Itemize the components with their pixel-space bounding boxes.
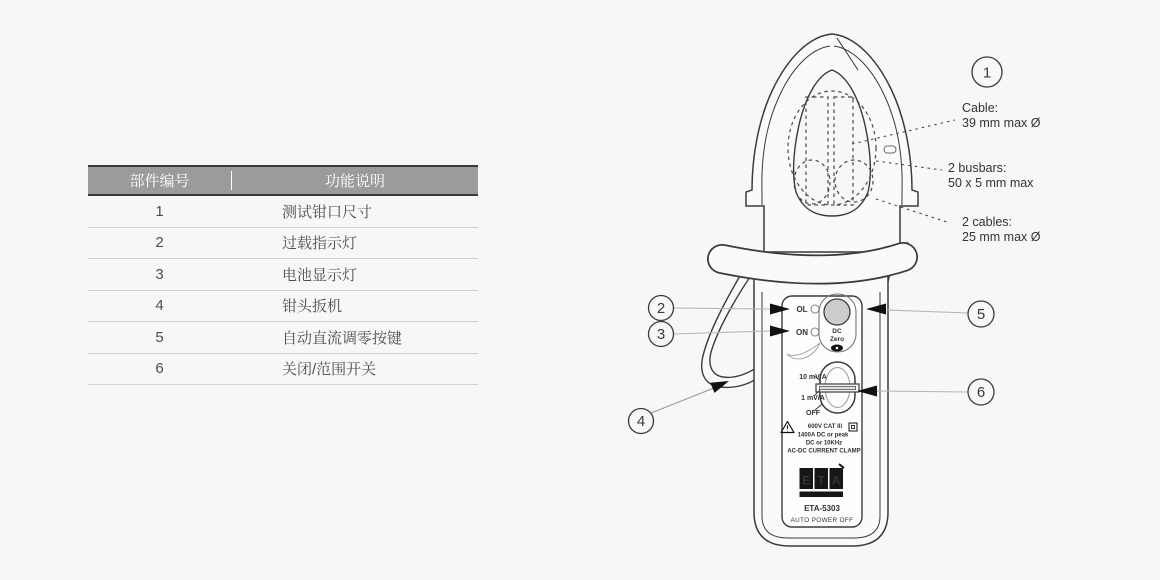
hand-guard (722, 257, 903, 270)
range-label-10mva: 10 mV/A (799, 374, 827, 381)
part-number-cell: 6 (155, 360, 164, 378)
callout-1-number: 1 (982, 64, 992, 82)
callout-5-line (886, 310, 968, 313)
part-description-cell: 钳头扳机 (282, 298, 343, 316)
push-symbol-dot (836, 347, 839, 350)
range-switch-slider-grip (820, 386, 856, 389)
cables-label-line1: 2 cables: (962, 215, 1013, 229)
logo-letter-e: E (802, 473, 811, 488)
part-description-cell: 关闭/范围开关 (282, 361, 377, 379)
part-number-cell: 4 (155, 297, 164, 315)
ol-label: OL (796, 305, 808, 314)
dc-zero-label-line2: Zero (829, 336, 845, 343)
cable-label-line2: 39 mm max Ø (962, 116, 1041, 130)
range-switch (816, 362, 859, 413)
rating-line2: 1400A DC or peak (797, 432, 849, 439)
hand-guard-fill (722, 257, 903, 270)
busbars-label-line1: 2 busbars: (948, 161, 1007, 175)
cables-label-line2: 25 mm max Ø (962, 230, 1041, 244)
auto-power-label: AUTO POWER OFF (790, 517, 854, 524)
part-description-cell: 过载指示灯 (282, 235, 358, 253)
clamp-head (746, 34, 918, 252)
brand-tagline-bar (800, 492, 844, 498)
callout-3-number: 3 (656, 326, 666, 343)
jaw-marker-pill (884, 146, 896, 153)
dc-zero-button (824, 299, 850, 325)
callout-4-line (651, 388, 714, 413)
part-number-cell: 2 (155, 234, 164, 252)
model-label: ETA-5303 (804, 504, 840, 513)
callout-4-number: 4 (636, 413, 646, 430)
logo-letter-a: A (831, 473, 841, 488)
cable-label-line1: Cable: (962, 101, 999, 115)
part-number-cell: 1 (155, 202, 164, 220)
part-number-cell: 5 (155, 328, 164, 346)
range-label-1mva: 1 mV/A (801, 395, 825, 402)
part-description-cell: 测试钳口尺寸 (282, 203, 373, 221)
brand-logo (800, 464, 845, 497)
rating-line1: 600V CAT III (807, 424, 843, 430)
callout-6-number: 6 (976, 384, 986, 401)
callout-5-number: 5 (976, 306, 986, 323)
busbars-label-line2: 50 x 5 mm max (948, 176, 1034, 190)
header-description: 功能说明 (324, 173, 385, 190)
callout-6-line (877, 391, 968, 392)
ol-led-icon (811, 305, 819, 313)
rating-line3: DC or 10KHz (805, 440, 843, 447)
header-part-number: 部件编号 (129, 173, 190, 190)
on-label: ON (796, 328, 808, 337)
part-description-cell: 自动直流调零按键 (282, 329, 403, 347)
range-label-off: OFF (806, 410, 820, 417)
dc-zero-label-line1: DC (832, 328, 842, 335)
rating-line4: AC-DC CURRENT CLAMP (787, 448, 861, 455)
dimension-labels (948, 101, 1041, 244)
part-number-cell: 3 (155, 265, 164, 283)
logo-letter-t: T (817, 473, 825, 488)
part-description-cell: 电池显示灯 (282, 266, 358, 284)
on-led-icon (811, 328, 819, 336)
callout-2-number: 2 (656, 300, 666, 317)
